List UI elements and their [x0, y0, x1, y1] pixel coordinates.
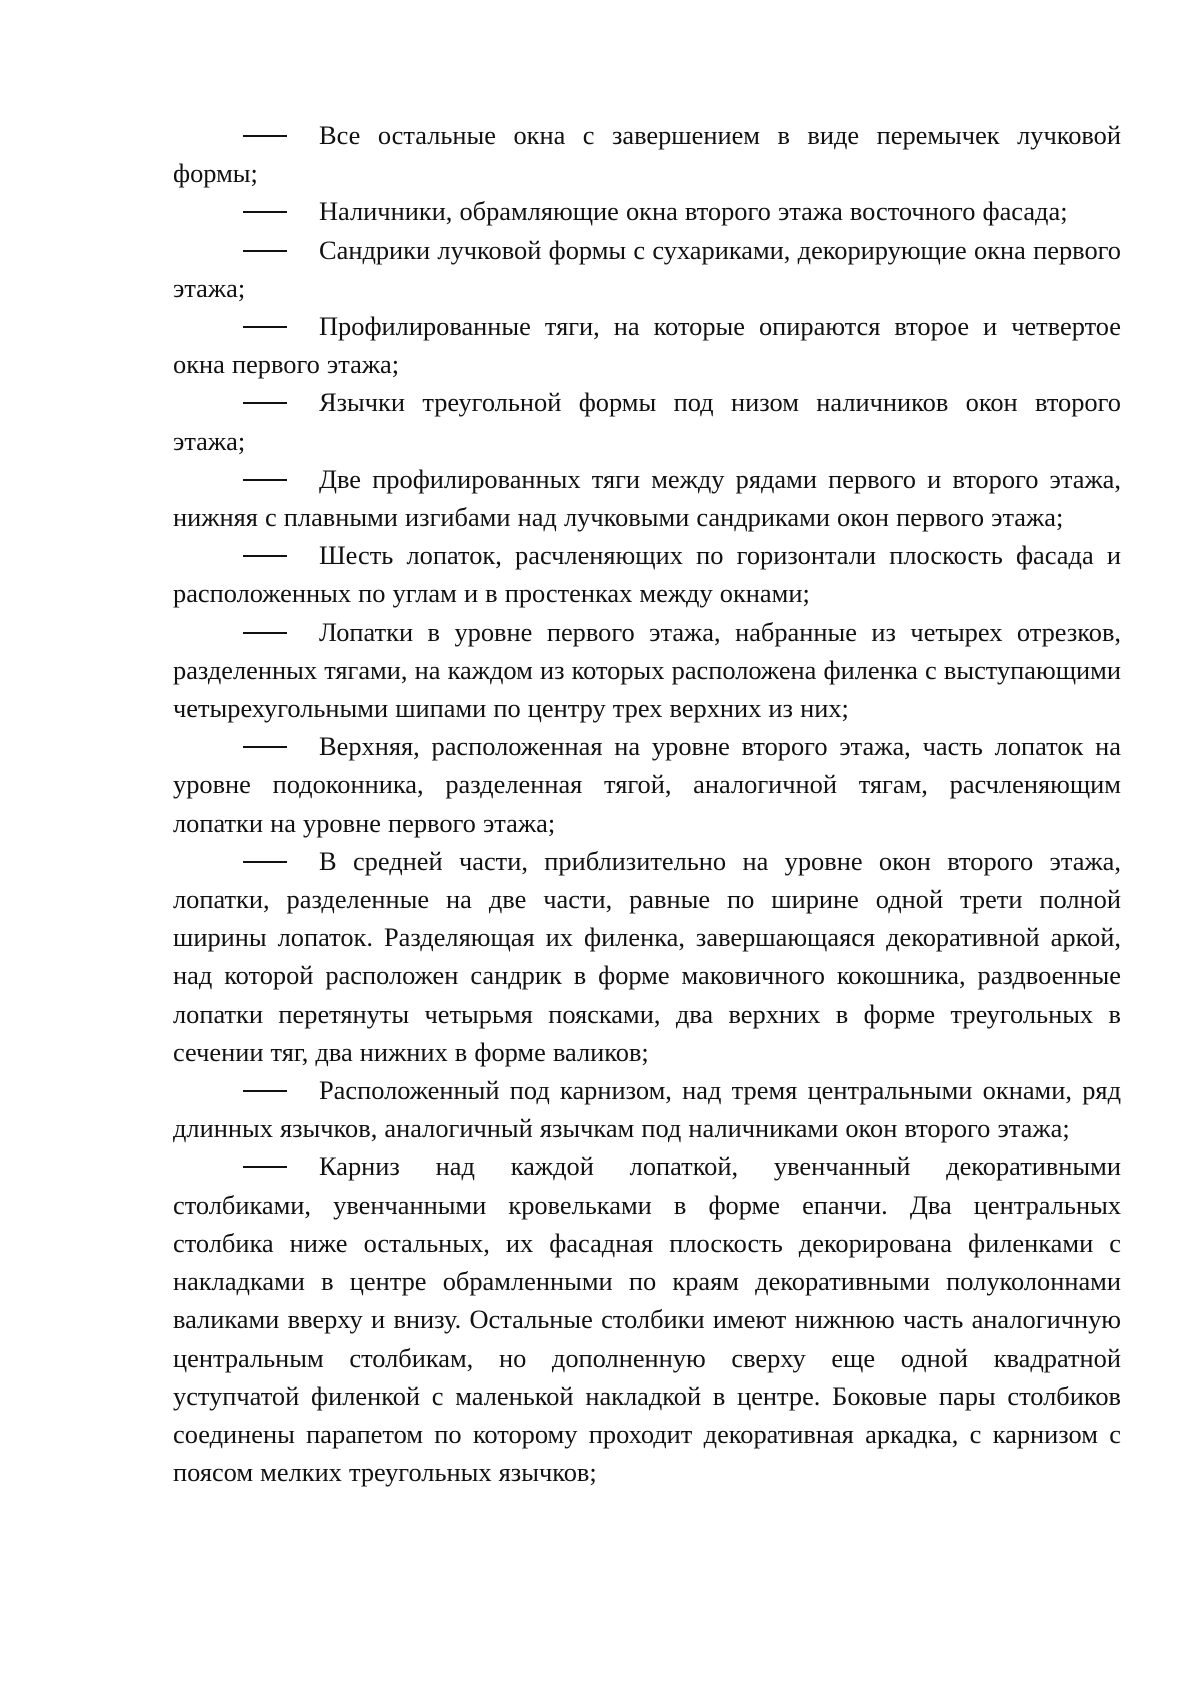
em-dash-marker [243, 555, 287, 557]
list-marker [173, 307, 319, 345]
list-marker [173, 192, 319, 230]
list-item [173, 727, 1121, 842]
list-marker [173, 842, 319, 880]
em-dash-marker [243, 632, 287, 634]
list-item-text: Две профилированных тяги между рядами первого и второго этажа, нижняя с плавными изгибами над лучковыми сандриками окон первого этажа; [173, 463, 1121, 533]
document-body [173, 116, 1121, 1491]
list-marker [173, 231, 319, 269]
list-marker [173, 460, 319, 498]
list-item [173, 1071, 1121, 1147]
list-marker [173, 613, 319, 651]
list-item [173, 307, 1121, 383]
list-marker [173, 383, 319, 421]
list-item [173, 116, 1121, 192]
list-item-text: Верхняя, расположенная на уровне второго этажа, часть лопаток на уровне подоконника, разделенная тягой, аналогичной тягам, расчленяющим лопатки на уровне первого этажа; [173, 731, 1121, 838]
list-item-text: Язычки треугольной формы под низом наличников окон второго этажа; [173, 387, 1121, 456]
em-dash-marker [243, 135, 287, 137]
em-dash-marker [243, 746, 287, 748]
list-marker [173, 536, 319, 574]
em-dash-marker [243, 250, 287, 252]
list-item [173, 536, 1121, 612]
list-item [173, 1147, 1121, 1491]
list-marker [173, 1147, 319, 1185]
list-item [173, 460, 1121, 536]
em-dash-marker [243, 1090, 287, 1092]
list-item-text: Сандрики лучковой формы с сухариками, декорирующие окна первого этажа; [173, 234, 1121, 303]
list-item-text: Все остальные окна с завершением в виде перемычек лучковой формы; [173, 120, 1121, 189]
list-item [173, 192, 1121, 230]
list-item-text: В средней части, приблизительно на уровне окон второго этажа, лопатки, разделенные на две части, равные по ширине одной трети полной ширины лопаток. Разделяющая их филенка, завершающаяся декоративной аркой, над которой расположен сандрик в форме маковичного кокошника, раздвоенные лопатки перетянуты четырьмя поясками, два верхних в форме треугольных в сечении тяг, два нижних в форме валиков; [173, 845, 1121, 1067]
list-item-text: Наличники, обрамляющие окна второго этажа восточного фасада; [319, 196, 1068, 227]
em-dash-marker [243, 326, 287, 328]
em-dash-marker [243, 479, 287, 481]
em-dash-marker [243, 402, 287, 404]
em-dash-marker [243, 861, 287, 863]
list-item-text: Лопатки в уровне первого этажа, набранные из четырех отрезков, разделенных тягами, на каждом из которых расположена филенка с выступающими четырехугольными шипами по центру трех верхних из них; [173, 616, 1121, 724]
list-item-text: Профилированные тяги, на которые опираются второе и четвертое окна первого этажа; [173, 311, 1121, 380]
list-marker [173, 116, 319, 154]
list-item [173, 613, 1121, 728]
list-item [173, 231, 1121, 307]
list-item-text: Шесть лопаток, расчленяющих по горизонтали плоскость фасада и расположенных по углам и в простенках между окнами; [173, 540, 1121, 609]
list-item-text: Карниз над каждой лопаткой, увенчанный декоративными столбиками, увенчанными кровельками в форме епанчи. Два центральных столбика ниже остальных, их фасадная плоскость декорирована филенками с накладками в центре обрамленными по краям декоративными полуколоннами валиками вверху и внизу. Остальные столбики имеют нижнюю часть аналогичную центральным столбикам, но дополненную сверху еще одной квадратной уступчатой филенкой с маленькой накладкой в центре. Боковые пары столбиков соединены парапетом по которому проходит декоративная аркадка, с карнизом с поясом мелких треугольных язычков; [173, 1151, 1121, 1488]
em-dash-marker [243, 1166, 287, 1168]
list-item [173, 842, 1121, 1071]
list-marker [173, 727, 319, 765]
list-item-text: Расположенный под карнизом, над тремя центральными окнами, ряд длинных язычков, аналогичный язычкам под наличниками окон второго этажа; [173, 1075, 1121, 1144]
em-dash-marker [243, 211, 287, 213]
list-item [173, 383, 1121, 459]
list-marker [173, 1071, 319, 1109]
